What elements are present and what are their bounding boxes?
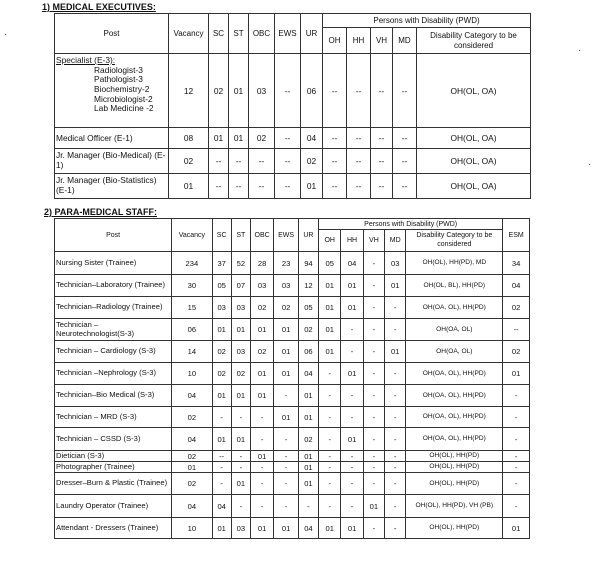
table-cell: - xyxy=(231,462,250,473)
table-cell: 01 xyxy=(274,363,298,385)
table-cell: 10 xyxy=(172,363,212,385)
table-cell: - xyxy=(212,473,231,495)
table-cell: - xyxy=(231,407,250,428)
table-cell: 04 xyxy=(172,385,212,407)
header-post: Post xyxy=(55,14,169,54)
table-cell: - xyxy=(274,451,298,462)
table-cell: - xyxy=(231,495,250,518)
table-cell: -- xyxy=(229,149,249,174)
category-cell: OH(OA, OL) xyxy=(406,319,503,341)
header-vacancy: Vacancy xyxy=(169,14,209,54)
table-cell: - xyxy=(212,462,231,473)
table-cell: 01 xyxy=(250,385,273,407)
table-cell: 01 xyxy=(319,297,341,319)
esm-cell: - xyxy=(503,462,530,473)
table-cell: - xyxy=(385,297,406,319)
specialist-line: Pathologist-3 xyxy=(94,74,143,85)
table-row xyxy=(55,319,530,341)
esm-cell: 01 xyxy=(503,363,530,385)
table-cell: - xyxy=(363,462,384,473)
table-cell: -- xyxy=(347,128,371,149)
table-row xyxy=(55,495,530,518)
table-cell: 28 xyxy=(250,252,273,275)
table-cell: 07 xyxy=(231,275,250,297)
table-cell: 02 xyxy=(209,54,229,128)
header-oh: OH xyxy=(319,230,341,252)
table-cell: 37 xyxy=(212,252,231,275)
table-cell: - xyxy=(250,407,273,428)
table-cell: - xyxy=(250,428,273,451)
table-cell: -- xyxy=(323,54,347,128)
post-cell: Technician–Radiology (Trainee) xyxy=(55,297,172,319)
table-cell: 02 xyxy=(298,428,318,451)
table-cell: 01 xyxy=(212,319,231,341)
table-cell: 01 xyxy=(298,385,318,407)
category-cell: OH(OA, OL), HH(PD) xyxy=(406,407,503,428)
table-cell: -- xyxy=(249,174,275,199)
table-cell: - xyxy=(319,495,341,518)
category-cell: OH(OL), HH(PD), VH (PB) xyxy=(406,495,503,518)
table-cell: 02 xyxy=(250,297,273,319)
table-cell: 01 xyxy=(319,518,341,539)
esm-cell: - xyxy=(503,473,530,495)
table-row xyxy=(55,518,530,539)
post-cell: Technician – Neurotechnologist(S-3) xyxy=(55,319,172,341)
table-cell: - xyxy=(274,495,298,518)
table-cell: - xyxy=(385,385,406,407)
table-cell: -- xyxy=(275,149,301,174)
table-row xyxy=(55,341,530,363)
table-row xyxy=(55,174,531,199)
table-cell: - xyxy=(385,518,406,539)
table-cell: 02 xyxy=(298,319,318,341)
table-cell: -- xyxy=(212,451,231,462)
table-cell: -- xyxy=(371,128,393,149)
table-cell: 52 xyxy=(231,252,250,275)
table-cell: - xyxy=(319,462,341,473)
post-cell: Nursing Sister (Trainee) xyxy=(55,252,172,275)
table-cell: 01 xyxy=(231,385,250,407)
header-ur: UR xyxy=(301,14,323,54)
scan-dot-left: · xyxy=(4,29,8,40)
table-cell: -- xyxy=(393,149,417,174)
header-hh: HH xyxy=(341,230,363,252)
table-cell: - xyxy=(363,385,384,407)
table-cell: 10 xyxy=(172,518,212,539)
table-cell: - xyxy=(319,385,341,407)
table-cell: 01 xyxy=(298,462,318,473)
table-cell: - xyxy=(341,407,363,428)
table-cell: 01 xyxy=(250,363,273,385)
esm-cell: - xyxy=(503,451,530,462)
table-cell: 234 xyxy=(172,252,212,275)
post-cell: Technician – CSSD (S-3) xyxy=(55,428,172,451)
table-cell: - xyxy=(341,385,363,407)
header-pwd: Persons with Disability (PWD) xyxy=(323,14,531,28)
table-cell: 01 xyxy=(341,275,363,297)
table-cell: -- xyxy=(275,174,301,199)
table-cell: - xyxy=(341,341,363,363)
esm-cell: 34 xyxy=(503,252,530,275)
table-cell: 12 xyxy=(298,275,318,297)
table-cell: -- xyxy=(249,149,275,174)
header-vacancy: Vacancy xyxy=(172,219,212,252)
table-cell: - xyxy=(363,407,384,428)
table-cell: 14 xyxy=(172,341,212,363)
table-cell: - xyxy=(385,495,406,518)
table-cell: 05 xyxy=(298,297,318,319)
specialist-line: Biochemistry-2 xyxy=(94,83,150,94)
table-cell: 01 xyxy=(363,495,384,518)
table-cell: 03 xyxy=(231,297,250,319)
table-cell: -- xyxy=(393,174,417,199)
table-cell: 04 xyxy=(341,252,363,275)
table-cell: 02 xyxy=(172,451,212,462)
table-cell: 01 xyxy=(172,462,212,473)
esm-cell: 02 xyxy=(503,297,530,319)
table-cell: 12 xyxy=(169,54,209,128)
post-cell: Technician – MRD (S-3) xyxy=(55,407,172,428)
header-sc: SC xyxy=(209,14,229,54)
table-cell: - xyxy=(341,495,363,518)
table-cell: 01 xyxy=(212,518,231,539)
table-cell: - xyxy=(385,462,406,473)
table-cell: 01 xyxy=(250,319,273,341)
table-cell: 01 xyxy=(319,341,341,363)
table-cell: - xyxy=(341,462,363,473)
table-cell: -- xyxy=(371,54,393,128)
category-cell: OH(OL, BL), HH(PD) xyxy=(406,275,503,297)
category-cell: OH(OA, OL), HH(PD) xyxy=(406,428,503,451)
header-sc: SC xyxy=(212,219,231,252)
table-row xyxy=(55,297,530,319)
table-cell: 01 xyxy=(298,451,318,462)
category-cell: OH(OL), HH(PD) xyxy=(406,518,503,539)
header-obc: OBC xyxy=(249,14,275,54)
header-pwd: Persons with Disability (PWD) xyxy=(319,219,503,230)
table-row xyxy=(55,451,530,462)
table-cell: 02 xyxy=(249,128,275,149)
table-cell: - xyxy=(319,428,341,451)
table-row xyxy=(55,275,530,297)
table-cell: 01 xyxy=(298,473,318,495)
header-st: ST xyxy=(231,219,250,252)
section2-title: 2) PARA-MEDICAL STAFF: xyxy=(44,207,157,217)
table-cell: - xyxy=(319,451,341,462)
table-cell: 01 xyxy=(250,518,273,539)
table-cell: 01 xyxy=(274,518,298,539)
table-cell: - xyxy=(363,341,384,363)
table-cell: -- xyxy=(347,54,371,128)
category-cell: OH(OL), HH(PD) xyxy=(406,451,503,462)
table-cell: 04 xyxy=(301,128,323,149)
table-row xyxy=(55,149,531,174)
table-cell: 04 xyxy=(212,495,231,518)
table-cell: 04 xyxy=(172,428,212,451)
table-cell: - xyxy=(341,473,363,495)
table-cell: - xyxy=(363,428,384,451)
table-cell: -- xyxy=(209,174,229,199)
table-cell: 03 xyxy=(212,297,231,319)
post-cell: Technician –Nephrology (S-3) xyxy=(55,363,172,385)
esm-cell: - xyxy=(503,385,530,407)
header-ur: UR xyxy=(298,219,318,252)
esm-cell: 01 xyxy=(503,518,530,539)
post-cell: Laundry Operator (Trainee) xyxy=(55,495,172,518)
table-cell: - xyxy=(274,462,298,473)
table-cell: - xyxy=(250,495,273,518)
table-cell: 02 xyxy=(212,363,231,385)
table-row xyxy=(55,363,530,385)
table-cell: -- xyxy=(275,128,301,149)
table-cell: - xyxy=(363,275,384,297)
header-category: Disability Category to be considered xyxy=(417,28,531,54)
table-cell: - xyxy=(363,518,384,539)
post-cell: Dresser–Burn & Plastic (Trainee) xyxy=(55,473,172,495)
esm-cell: 02 xyxy=(503,341,530,363)
table-cell: -- xyxy=(347,174,371,199)
table-cell: - xyxy=(274,473,298,495)
table-cell: 08 xyxy=(169,128,209,149)
table-cell: -- xyxy=(393,128,417,149)
table-cell: 01 xyxy=(212,428,231,451)
table-cell: -- xyxy=(229,174,249,199)
table-cell: 01 xyxy=(341,297,363,319)
header-vh: VH xyxy=(363,230,384,252)
table-cell: -- xyxy=(323,174,347,199)
table-cell: - xyxy=(319,407,341,428)
table-cell: - xyxy=(363,473,384,495)
post-cell: Attendant - Dressers (Trainee) xyxy=(55,518,172,539)
table-row xyxy=(55,128,531,149)
table-cell: 05 xyxy=(212,275,231,297)
table-cell: OH(OL, OA) xyxy=(417,174,531,199)
header-vh: VH xyxy=(371,28,393,54)
table-cell: 02 xyxy=(250,341,273,363)
table-cell: 06 xyxy=(301,54,323,128)
table-cell: - xyxy=(363,451,384,462)
table-cell: 01 xyxy=(231,473,250,495)
specialist-line: Lab Medicine -2 xyxy=(94,103,154,114)
table-cell: - xyxy=(385,407,406,428)
table-cell: 03 xyxy=(231,518,250,539)
table-cell: - xyxy=(274,428,298,451)
table-cell: 01 xyxy=(169,174,209,199)
table-cell: - xyxy=(319,473,341,495)
post-cell: Technician–Bio Medical (S-3) xyxy=(55,385,172,407)
table-cell: 01 xyxy=(301,174,323,199)
category-cell: OH(OL), HH(PD) xyxy=(406,473,503,495)
table-cell: - xyxy=(298,495,318,518)
table-cell: 01 xyxy=(250,451,273,462)
table-row xyxy=(55,428,530,451)
table-row-specialist xyxy=(55,54,531,128)
table-cell: 01 xyxy=(229,128,249,149)
category-cell: OH(OA, OL), HH(PD) xyxy=(406,385,503,407)
table-cell: 01 xyxy=(209,128,229,149)
table-cell: - xyxy=(385,428,406,451)
table-cell: 02 xyxy=(274,297,298,319)
specialist-title: Specialist (E-3): xyxy=(56,55,116,65)
table-cell: - xyxy=(385,363,406,385)
table-cell: -- xyxy=(275,54,301,128)
table-cell: 01 xyxy=(341,428,363,451)
table-cell: OH(OL, OA) xyxy=(417,128,531,149)
table-cell: - xyxy=(250,462,273,473)
header-esm: ESM xyxy=(503,219,530,252)
esm-cell: -- xyxy=(503,319,530,341)
post-cell: Jr. Manager (Bio-Medical) (E-1) xyxy=(55,149,169,174)
table-cell: - xyxy=(385,473,406,495)
header-post: Post xyxy=(55,219,172,252)
table-cell: 01 xyxy=(298,407,318,428)
specialist-line: Microbiologist-2 xyxy=(94,93,153,104)
table-cell: OH(OL, OA) xyxy=(417,149,531,174)
table-cell: 01 xyxy=(341,518,363,539)
table-cell: - xyxy=(363,319,384,341)
table-cell: 01 xyxy=(212,385,231,407)
specialist-line: Radiologist-3 xyxy=(94,64,143,75)
header-ews: EWS xyxy=(274,219,298,252)
table-cell: 02 xyxy=(301,149,323,174)
header-ews: EWS xyxy=(275,14,301,54)
table-cell: 01 xyxy=(385,341,406,363)
table-row xyxy=(55,252,530,275)
table-cell: 02 xyxy=(172,473,212,495)
table-cell: 94 xyxy=(298,252,318,275)
table-cell: 03 xyxy=(385,252,406,275)
para-medical-staff-table xyxy=(54,218,530,539)
table-cell: 06 xyxy=(172,319,212,341)
table-cell: 05 xyxy=(319,252,341,275)
category-cell: OH(OA, OL), HH(PD) xyxy=(406,297,503,319)
table-cell: - xyxy=(274,385,298,407)
section1-title: 1) MEDICAL EXECUTIVES: xyxy=(42,2,156,12)
post-cell: Jr. Manager (Bio-Statistics) (E-1) xyxy=(55,174,169,199)
category-cell: OH(OL), HH(PD) xyxy=(406,462,503,473)
table-cell: - xyxy=(385,319,406,341)
table-cell: - xyxy=(363,363,384,385)
table-cell: 03 xyxy=(274,275,298,297)
table-cell: - xyxy=(212,407,231,428)
table-cell: - xyxy=(231,451,250,462)
table-cell: 04 xyxy=(298,518,318,539)
table-cell: -- xyxy=(371,174,393,199)
specialist-post-cell xyxy=(55,54,169,128)
table-cell: 01 xyxy=(319,275,341,297)
table-cell: OH(OL, OA) xyxy=(417,54,531,128)
table-cell: 01 xyxy=(274,341,298,363)
table-cell: 04 xyxy=(172,495,212,518)
table-cell: 30 xyxy=(172,275,212,297)
post-cell: Dietician (S-3) xyxy=(55,451,172,462)
scan-dot-right-2: · xyxy=(588,159,592,170)
table-cell: 03 xyxy=(249,54,275,128)
table-cell: -- xyxy=(323,128,347,149)
table-cell: - xyxy=(363,297,384,319)
table-cell: 03 xyxy=(231,341,250,363)
para-medical-rows xyxy=(55,252,530,539)
table-cell: 02 xyxy=(231,363,250,385)
table-cell: -- xyxy=(371,149,393,174)
table-cell: - xyxy=(250,473,273,495)
table-cell: -- xyxy=(393,54,417,128)
header-oh: OH xyxy=(323,28,347,54)
table-cell: 02 xyxy=(169,149,209,174)
table-cell: 15 xyxy=(172,297,212,319)
header-obc: OBC xyxy=(250,219,273,252)
table-cell: -- xyxy=(209,149,229,174)
post-cell: Photographer (Trainee) xyxy=(55,462,172,473)
table-cell: 04 xyxy=(298,363,318,385)
esm-cell: - xyxy=(503,407,530,428)
table-cell: 01 xyxy=(385,275,406,297)
table-cell: 01 xyxy=(274,407,298,428)
category-cell: OH(OA, OL) xyxy=(406,341,503,363)
table-cell: -- xyxy=(323,149,347,174)
table-cell: 01 xyxy=(274,319,298,341)
table-cell: - xyxy=(363,252,384,275)
table-cell: 01 xyxy=(231,319,250,341)
table-row xyxy=(55,407,530,428)
header-hh: HH xyxy=(347,28,371,54)
table-cell: 03 xyxy=(250,275,273,297)
table-cell: 23 xyxy=(274,252,298,275)
table-row xyxy=(55,462,530,473)
post-cell: Medical Officer (E-1) xyxy=(55,128,169,149)
table-cell: - xyxy=(341,451,363,462)
header-md: MD xyxy=(385,230,406,252)
table-cell: 01 xyxy=(231,428,250,451)
esm-cell: 04 xyxy=(503,275,530,297)
scan-dot-right: · xyxy=(578,45,582,56)
esm-cell: - xyxy=(503,428,530,451)
category-cell: OH(OA, OL), HH(PD) xyxy=(406,363,503,385)
medical-executives-table xyxy=(54,13,531,199)
table-cell: 01 xyxy=(319,319,341,341)
table-cell: 06 xyxy=(298,341,318,363)
table-cell: 02 xyxy=(212,341,231,363)
post-cell: Technician – Cardiology (S-3) xyxy=(55,341,172,363)
table-cell: 02 xyxy=(172,407,212,428)
header-md: MD xyxy=(393,28,417,54)
table-cell: -- xyxy=(347,149,371,174)
table-cell: - xyxy=(385,451,406,462)
esm-cell: - xyxy=(503,495,530,518)
table-row xyxy=(55,473,530,495)
post-cell: Technician–Laboratory (Trainee) xyxy=(55,275,172,297)
table-cell: - xyxy=(319,363,341,385)
table-cell: - xyxy=(341,319,363,341)
header-category: Disability Category to be considered xyxy=(406,230,503,252)
table-row xyxy=(55,385,530,407)
category-cell: OH(OL), HH(PD), MD xyxy=(406,252,503,275)
table-cell: 01 xyxy=(229,54,249,128)
header-st: ST xyxy=(229,14,249,54)
table-cell: 01 xyxy=(341,363,363,385)
